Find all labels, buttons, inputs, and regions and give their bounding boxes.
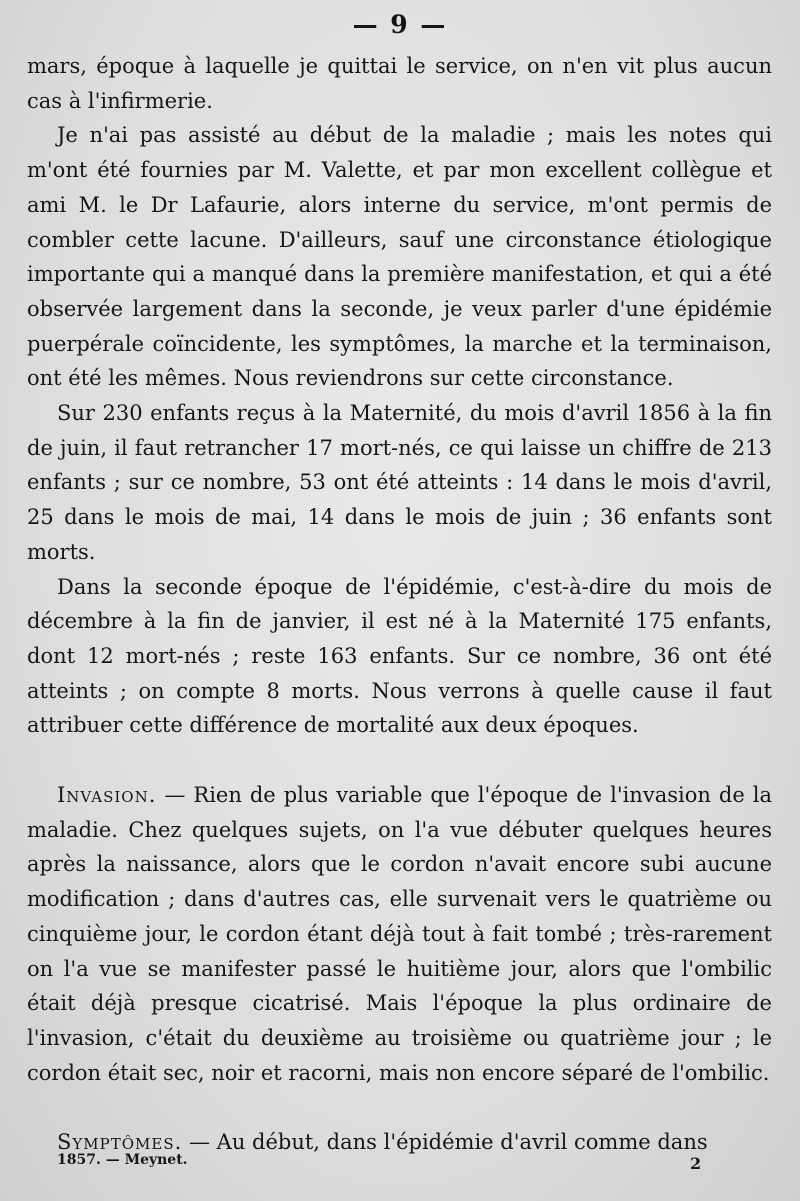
section-heading-invasion: Invasion. <box>57 783 157 808</box>
section-invasion <box>27 778 772 1090</box>
footer-signature: 1857. — Meynet. <box>57 1152 188 1168</box>
paragraph-sources: Je n'ai pas assisté au début de la maladie ; mais les notes qui m'ont été fournies par M. Valette, et par mon excellent collègue et ami M. le Dr Lafaurie, alors interne du service, m'ont permis de combler cette lacune. D'ailleurs, sauf une circonstance étiologique importante qui a manqué dans la première manifestation, et qui a été observée largement dans la seconde, je veux parler d'une épidémie puerpérale coïncidente, les symptômes, la marche et la terminaison, ont été les mêmes. Nous reviendrons sur cette circonstance. <box>27 123 772 391</box>
body-text <box>27 49 772 1160</box>
section-text-invasion: — Rien de plus variable que l'époque de l'invasion de la maladie. Chez quelques sujets, on l'a vue débuter quelques heures après la naissance, alors que le cordon n'avait encore subi aucune modification ; dans d'autres cas, elle survenait vers le quatrième ou cinquième jour, le cordon étant déjà tout à fait tombé ; très-rarement on l'a vue se manifester passé le huitième jour, alors que l'ombilic était déjà presque cicatrisé. Mais l'époque la plus ordinaire de l'invasion, c'était du deuxième au troisième ou quatrième jour ; le cordon était sec, noir et racorni, mais non encore séparé de l'ombilic. <box>27 783 772 1085</box>
footer-signature-mark: 2 <box>690 1154 702 1173</box>
section-text-symptomes: — Au début, dans l'épidémie d'avril comme dans <box>182 1130 708 1155</box>
paragraph-continuation: mars, époque à laquelle je quittai le service, on n'en vit plus aucun cas à l'infirmerie. <box>27 54 772 113</box>
paragraph-first-epoch-stats: Sur 230 enfants reçus à la Maternité, du mois d'avril 1856 à la fin de juin, il faut retrancher 17 mort-nés, ce qui laisse un chiffre de 213 enfants ; sur ce nombre, 53 ont été atteints : 14 dans le mois d'avril, 25 dans le mois de mai, 14 dans le mois de juin ; 36 enfants sont morts. <box>27 401 772 564</box>
section-heading-symptomes: Symptômes. <box>57 1130 183 1155</box>
page-footer <box>0 1148 800 1178</box>
page-number: — 9 — <box>352 10 448 39</box>
paragraph-second-epoch-stats: Dans la seconde époque de l'épidémie, c'est-à-dire du mois de décembre à la fin de janvier, il est né à la Maternité 175 enfants, dont 12 mort-nés ; reste 163 enfants. Sur ce nombre, 36 ont été atteints ; on compte 8 morts. Nous verrons à quelle cause il faut attribuer cette différence de mortalité aux deux époques. <box>27 574 772 738</box>
